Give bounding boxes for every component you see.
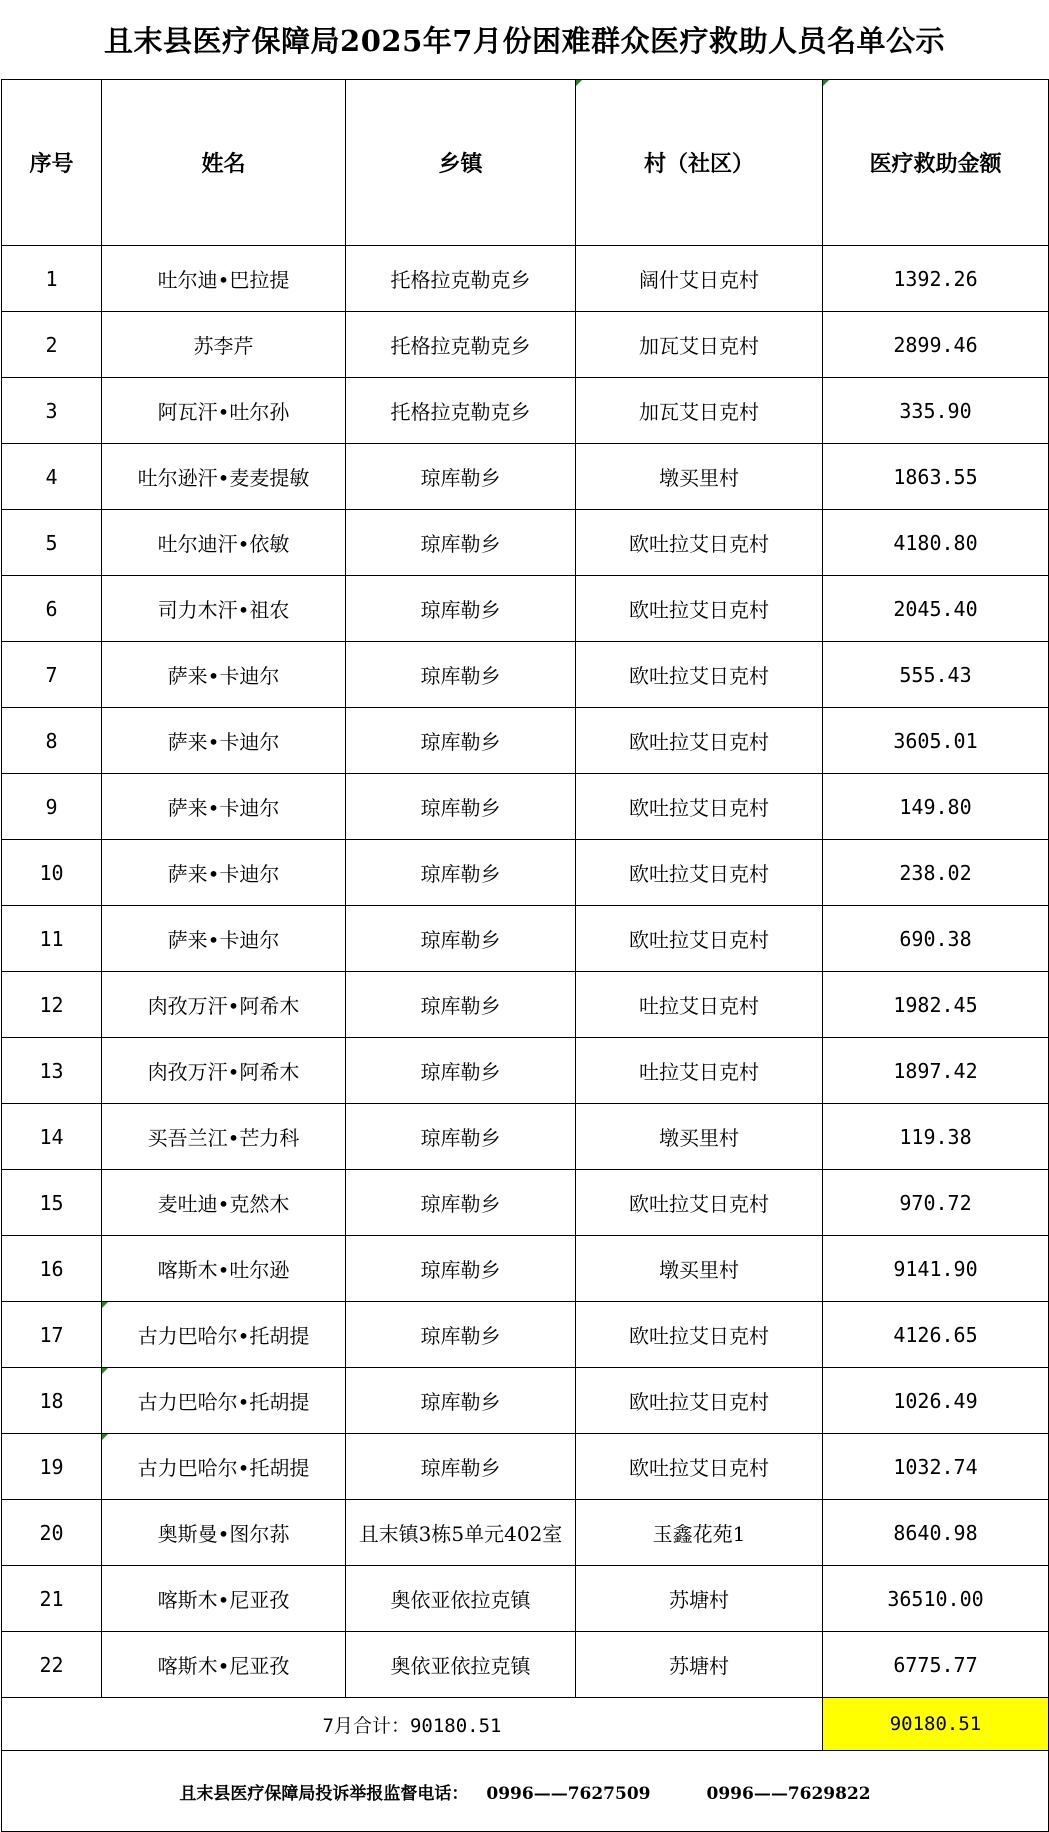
cell-index: 8	[2, 708, 102, 774]
cell-name: 司力木汗•祖农	[102, 576, 346, 642]
cell-index: 21	[2, 1566, 102, 1632]
cell-town: 琼库勒乡	[346, 906, 576, 972]
cell-amount: 970.72	[823, 1170, 1049, 1236]
cell-village: 墩买里村	[576, 1104, 823, 1170]
cell-name: 萨来•卡迪尔	[102, 708, 346, 774]
cell-index: 16	[2, 1236, 102, 1302]
header-amount: 医疗救助金额	[823, 80, 1049, 246]
cell-town: 琼库勒乡	[346, 1368, 576, 1434]
cell-amount: 36510.00	[823, 1566, 1049, 1632]
cell-town: 琼库勒乡	[346, 1434, 576, 1500]
cell-village: 欧吐拉艾日克村	[576, 576, 823, 642]
cell-name: 苏李芹	[102, 312, 346, 378]
table-row	[2, 444, 1049, 510]
cell-index: 18	[2, 1368, 102, 1434]
cell-name: 阿瓦汗•吐尔孙	[102, 378, 346, 444]
cell-village: 欧吐拉艾日克村	[576, 708, 823, 774]
footer-row	[2, 1751, 1049, 1832]
table-row	[2, 1632, 1049, 1698]
cell-town: 琼库勒乡	[346, 576, 576, 642]
cell-village: 欧吐拉艾日克村	[576, 1302, 823, 1368]
cell-village: 欧吐拉艾日克村	[576, 1434, 823, 1500]
hotline-phone-1: 0996——7627509	[486, 1783, 651, 1804]
table-row	[2, 906, 1049, 972]
table-row	[2, 840, 1049, 906]
cell-amount: 9141.90	[823, 1236, 1049, 1302]
cell-amount: 1392.26	[823, 246, 1049, 312]
cell-name: 肉孜万汗•阿希木	[102, 1038, 346, 1104]
cell-index: 11	[2, 906, 102, 972]
header-name: 姓名	[102, 80, 346, 246]
table-row	[2, 1368, 1049, 1434]
cell-name: 吐尔逊汗•麦麦提敏	[102, 444, 346, 510]
cell-town: 琼库勒乡	[346, 1236, 576, 1302]
header-village: 村（社区）	[576, 80, 823, 246]
cell-amount: 1982.45	[823, 972, 1049, 1038]
cell-amount: 1026.49	[823, 1368, 1049, 1434]
table-row	[2, 378, 1049, 444]
cell-amount: 1863.55	[823, 444, 1049, 510]
table-row	[2, 576, 1049, 642]
table-row	[2, 708, 1049, 774]
cell-town: 琼库勒乡	[346, 774, 576, 840]
cell-index: 10	[2, 840, 102, 906]
hotline-phone-2: 0996——7629822	[706, 1783, 871, 1804]
cell-village: 墩买里村	[576, 1236, 823, 1302]
cell-town: 琼库勒乡	[346, 1104, 576, 1170]
table-row	[2, 1500, 1049, 1566]
cell-town: 琼库勒乡	[346, 840, 576, 906]
cell-amount: 149.80	[823, 774, 1049, 840]
cell-town: 奥依亚依拉克镇	[346, 1566, 576, 1632]
cell-amount: 2899.46	[823, 312, 1049, 378]
cell-village: 吐拉艾日克村	[576, 972, 823, 1038]
cell-amount: 119.38	[823, 1104, 1049, 1170]
cell-amount: 4180.80	[823, 510, 1049, 576]
table-row	[2, 1170, 1049, 1236]
table-row	[2, 972, 1049, 1038]
cell-index: 3	[2, 378, 102, 444]
table-row	[2, 312, 1049, 378]
cell-name: 喀斯木•尼亚孜	[102, 1632, 346, 1698]
cell-amount: 238.02	[823, 840, 1049, 906]
table-row	[2, 1104, 1049, 1170]
cell-amount: 4126.65	[823, 1302, 1049, 1368]
cell-amount: 2045.40	[823, 576, 1049, 642]
cell-name: 古力巴哈尔•托胡提	[102, 1434, 346, 1500]
cell-village: 玉鑫花苑1	[576, 1500, 823, 1566]
cell-village: 欧吐拉艾日克村	[576, 774, 823, 840]
table-row	[2, 1566, 1049, 1632]
cell-index: 2	[2, 312, 102, 378]
cell-village: 吐拉艾日克村	[576, 1038, 823, 1104]
cell-town: 托格拉克勒克乡	[346, 312, 576, 378]
cell-town: 且末镇3栋5单元402室	[346, 1500, 576, 1566]
cell-name: 买吾兰江•芒力科	[102, 1104, 346, 1170]
cell-town: 琼库勒乡	[346, 708, 576, 774]
header-row	[2, 80, 1049, 246]
cell-name: 喀斯木•吐尔逊	[102, 1236, 346, 1302]
cell-village: 欧吐拉艾日克村	[576, 642, 823, 708]
cell-index: 19	[2, 1434, 102, 1500]
cell-village: 欧吐拉艾日克村	[576, 1170, 823, 1236]
cell-amount: 8640.98	[823, 1500, 1049, 1566]
cell-town: 琼库勒乡	[346, 1170, 576, 1236]
cell-name: 喀斯木•尼亚孜	[102, 1566, 346, 1632]
table-row	[2, 774, 1049, 840]
table-row	[2, 1236, 1049, 1302]
cell-name: 古力巴哈尔•托胡提	[102, 1302, 346, 1368]
cell-index: 6	[2, 576, 102, 642]
cell-index: 13	[2, 1038, 102, 1104]
cell-name: 奥斯曼•图尔荪	[102, 1500, 346, 1566]
cell-index: 9	[2, 774, 102, 840]
cell-village: 欧吐拉艾日克村	[576, 906, 823, 972]
cell-index: 4	[2, 444, 102, 510]
cell-index: 7	[2, 642, 102, 708]
cell-town: 琼库勒乡	[346, 1038, 576, 1104]
cell-amount: 690.38	[823, 906, 1049, 972]
cell-name: 萨来•卡迪尔	[102, 642, 346, 708]
total-amount: 90180.51	[823, 1698, 1049, 1751]
cell-town: 奥依亚依拉克镇	[346, 1632, 576, 1698]
cell-town: 琼库勒乡	[346, 642, 576, 708]
cell-index: 1	[2, 246, 102, 312]
cell-name: 肉孜万汗•阿希木	[102, 972, 346, 1038]
hotline-label: 且末县医疗保障局投诉举报监督电话：	[179, 1783, 469, 1804]
cell-town: 琼库勒乡	[346, 444, 576, 510]
cell-town: 托格拉克勒克乡	[346, 378, 576, 444]
cell-amount: 335.90	[823, 378, 1049, 444]
cell-name: 萨来•卡迪尔	[102, 774, 346, 840]
cell-village: 墩买里村	[576, 444, 823, 510]
cell-amount: 1897.42	[823, 1038, 1049, 1104]
cell-amount: 3605.01	[823, 708, 1049, 774]
cell-town: 琼库勒乡	[346, 1302, 576, 1368]
cell-name: 吐尔迪汗•依敏	[102, 510, 346, 576]
cell-village: 欧吐拉艾日克村	[576, 840, 823, 906]
complaint-hotline	[2, 1751, 1049, 1832]
cell-index: 20	[2, 1500, 102, 1566]
relief-list-table	[1, 79, 1049, 1832]
cell-index: 15	[2, 1170, 102, 1236]
header-index: 序号	[2, 80, 102, 246]
cell-name: 萨来•卡迪尔	[102, 840, 346, 906]
cell-village: 欧吐拉艾日克村	[576, 510, 823, 576]
cell-village: 苏塘村	[576, 1566, 823, 1632]
total-row	[2, 1698, 1049, 1751]
cell-town: 托格拉克勒克乡	[346, 246, 576, 312]
cell-index: 22	[2, 1632, 102, 1698]
table-row	[2, 642, 1049, 708]
cell-index: 5	[2, 510, 102, 576]
table-row	[2, 246, 1049, 312]
table-row	[2, 510, 1049, 576]
page-title: 且末县医疗保障局2025年7月份困难群众医疗救助人员名单公示	[104, 24, 945, 58]
total-label: 7月合计：90180.51	[2, 1698, 823, 1751]
cell-index: 12	[2, 972, 102, 1038]
cell-amount: 6775.77	[823, 1632, 1049, 1698]
cell-village: 欧吐拉艾日克村	[576, 1368, 823, 1434]
cell-name: 古力巴哈尔•托胡提	[102, 1368, 346, 1434]
cell-village: 阔什艾日克村	[576, 246, 823, 312]
cell-amount: 555.43	[823, 642, 1049, 708]
cell-name: 麦吐迪•克然木	[102, 1170, 346, 1236]
cell-index: 17	[2, 1302, 102, 1368]
table-row	[2, 1434, 1049, 1500]
cell-name: 萨来•卡迪尔	[102, 906, 346, 972]
cell-village: 加瓦艾日克村	[576, 312, 823, 378]
cell-town: 琼库勒乡	[346, 972, 576, 1038]
table-row	[2, 1038, 1049, 1104]
cell-index: 14	[2, 1104, 102, 1170]
cell-amount: 1032.74	[823, 1434, 1049, 1500]
cell-village: 加瓦艾日克村	[576, 378, 823, 444]
cell-name: 吐尔迪•巴拉提	[102, 246, 346, 312]
cell-village: 苏塘村	[576, 1632, 823, 1698]
header-town: 乡镇	[346, 80, 576, 246]
cell-town: 琼库勒乡	[346, 510, 576, 576]
table-row	[2, 1302, 1049, 1368]
